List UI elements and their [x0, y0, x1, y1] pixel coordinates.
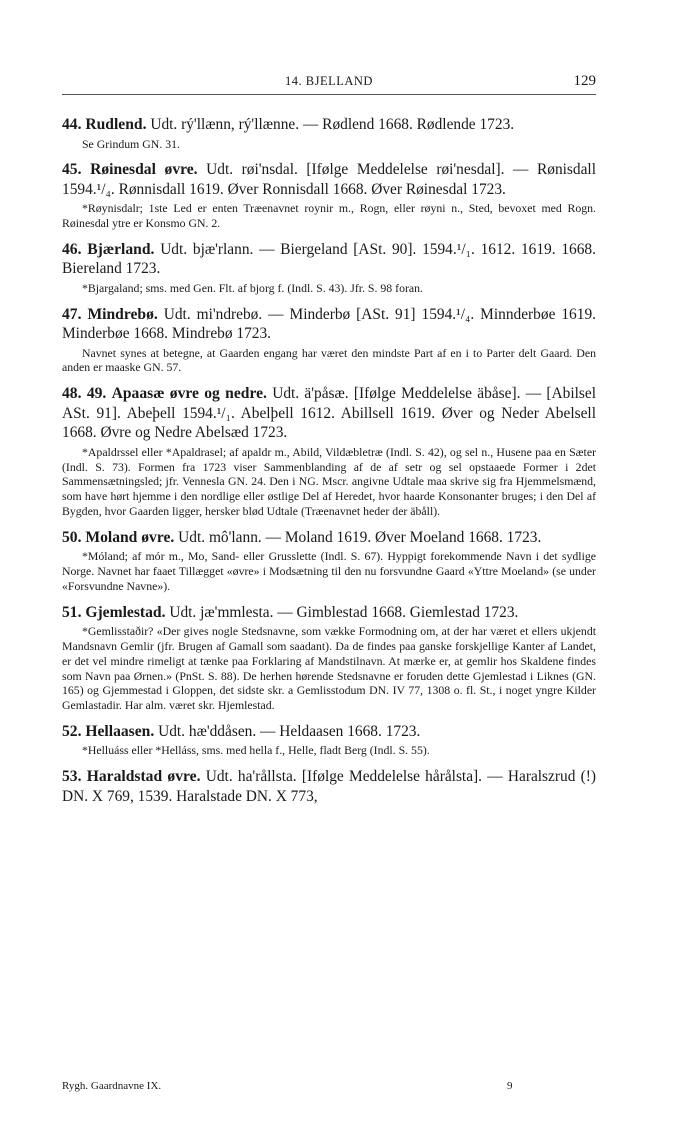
entry-note: *Bjargaland; sms. med Gen. Flt. af bjorg f. (Indl. S. 43). Jfr. S. 98 foran. [82, 280, 423, 295]
farm-entry [62, 384, 596, 518]
entry-text: Udt. ha'rållsta. [Ifølge Meddelelse hårålsta]. — Haralszrud (!) DN. X 769, 1539. Haralstade DN. X 773, [62, 768, 597, 805]
footer-sheet-number: 9 [507, 1080, 513, 1092]
entry-name: Røinesdal øvre. [90, 161, 198, 179]
farm-entry [62, 722, 596, 758]
entry-note: *Móland; af mór m., Mo, Sand- eller Grusslette (Indl. S. 67). Hyppigt forekommende Navn i det sydlige Norge. Navnet har faaet Tillægget «øvre» i Modsætning til den nu forsvundne Gaard «Yttre Moeland» (se under «Forsvundne Navne»). [62, 549, 596, 593]
entry-number: 51. [62, 603, 82, 621]
entry-name: Apaasæ øvre og nedre. [111, 385, 267, 403]
entry-number: 45. [62, 161, 82, 179]
entry-text: Udt. rý'llænn, rý'llænne. — Rødlend 1668. Rødlende 1723. [150, 116, 515, 133]
entry-number: 48. 49. [62, 385, 107, 403]
entry-number: 50. [62, 528, 82, 546]
entry-note: *Røynisdalr; 1ste Led er enten Træenavnet roynir m., Rogn, eller røyni n., Sted, bevoxet med Rogn. Røinesdal ytre er Konsmo GN. 2. [62, 201, 596, 231]
entry-note: *Apaldrssel eller *Apaldrasel; af apaldr m., Abild, Vildæbletræ (Indl. S. 42), og sel n., Husene paa en Sæter (Indl. S. 73). Formen fra 1723 viser Sammenblanding af de af setr og sel opstaaede Former i 2det Sammensætningsled; jfr. Vennesla GN. 24. Den i NG. Mscr. angivne Udtale maa skrive sig fra Hjemmelsmænd, som have hørt hjemme i den nordlige eller østlige Del af Heredet, hvor haarde Konsonanter bruges; i den Del af Bygden, hvor Gaarden ligger, hersker blød Udtale (Træenavnet heder der äbåll). [62, 444, 596, 518]
footer-signature: Rygh. Gaardnavne IX. [62, 1080, 162, 1092]
farm-entry [62, 240, 596, 296]
entry-number: 47. [62, 305, 82, 323]
entry-name: Gjemlestad. [85, 603, 166, 621]
entry-name: Mindrebø. [87, 305, 158, 323]
farm-entry [62, 305, 596, 376]
entry-text: Udt. ä'påsæ. [Ifølge Meddelelse äbåse]. — [Abilsel ASt. 91]. Abeþell 1594.¹/₁. Abelþell 1612. Abillsell 1619. Øver og Neder Abelsell 1668. Øvre og Nedre Abelsæd 1723. [62, 385, 596, 442]
farm-entry [62, 603, 596, 713]
entry-name: Bjærland. [87, 240, 155, 258]
entry-name: Moland øvre. [85, 528, 175, 546]
farm-entry [62, 528, 596, 594]
entry-note: *Helluáss eller *Helláss, sms. med hella f., Helle, fladt Berg (Indl. S. 55). [82, 743, 430, 758]
entry-text: Udt. jæ'mmlesta. — Gimblestad 1668. Giemlestad 1723. [169, 603, 519, 621]
entry-note: Navnet synes at betegne, at Gaarden engang har været den mindste Part af en i to Parter delt Gaard. Den anden er maaske GN. 57. [62, 345, 596, 375]
entry-text: Udt. hæ'ddåsen. — Heldaasen 1668. 1723. [158, 722, 421, 740]
farm-entry [62, 160, 596, 231]
farm-entry [62, 115, 596, 151]
entry-name: Rudlend. [85, 116, 147, 133]
entry-name: Haraldstad øvre. [86, 768, 201, 786]
entry-note: *Gemlisstaðir? «Der gives nogle Stedsnavne, som vække Formodning om, at der har været et ellers ukjendt Mandsnavn Gemlir (jfr. Brugen af Gamall som saadant). Da de findes paa ganske forskjellige Kanter af Landet, er det vel mindre rimeligt at tænke paa Forklaring af Mandstilnavn. At mærke er, at gemlir hos Skaldene findes som Navn paa Ørnen.» (PnSt. S. 88). De herhen hørende Stedsnavne er foruden dette Gjemlestad i Liknes (GN. 165) og Gjemmestad i Gloppen, det sidste skr. a Gemlisstodum DN. IV 77, 1308 o. fl. St., i noget yngre Kilder Gemlastadir. Har alm. været skr. Hjemlestad. [62, 624, 596, 713]
entries-list [62, 115, 596, 806]
entry-number: 44. [62, 116, 82, 133]
entry-text: Udt. røi'nsdal. [Ifølge Meddelelse røi'nesdal]. — Rønisdall 1594.¹/₄. Rønnisdall 1619. Øver Ronnisdall 1668. Øver Røinesdal 1723. [62, 161, 596, 198]
running-header [62, 70, 596, 95]
entry-note: Se Grindum GN. 31. [82, 136, 180, 151]
entry-text: Udt. bjæ'rlann. — Biergeland [ASt. 90]. 1594.¹/₁. 1612. 1619. 1668. Biereland 1723. [62, 240, 596, 278]
page [62, 70, 597, 1092]
page-number: 129 [573, 73, 596, 89]
header-title: 14. BJELLAND [285, 74, 373, 88]
entry-number: 53. [62, 768, 82, 786]
farm-entry [62, 767, 596, 806]
entry-text: Udt. mi'ndrebø. — Minderbø [ASt. 91] 1594.¹/₄. Minnderbøe 1619. Minderbøe 1668. Mindrebø 1723. [62, 305, 596, 343]
entry-number: 52. [62, 722, 82, 740]
entry-text: Udt. mô'lann. — Moland 1619. Øver Moeland 1668. 1723. [178, 528, 542, 546]
entry-number: 46. [62, 240, 82, 258]
entry-name: Hellaasen. [85, 722, 155, 740]
